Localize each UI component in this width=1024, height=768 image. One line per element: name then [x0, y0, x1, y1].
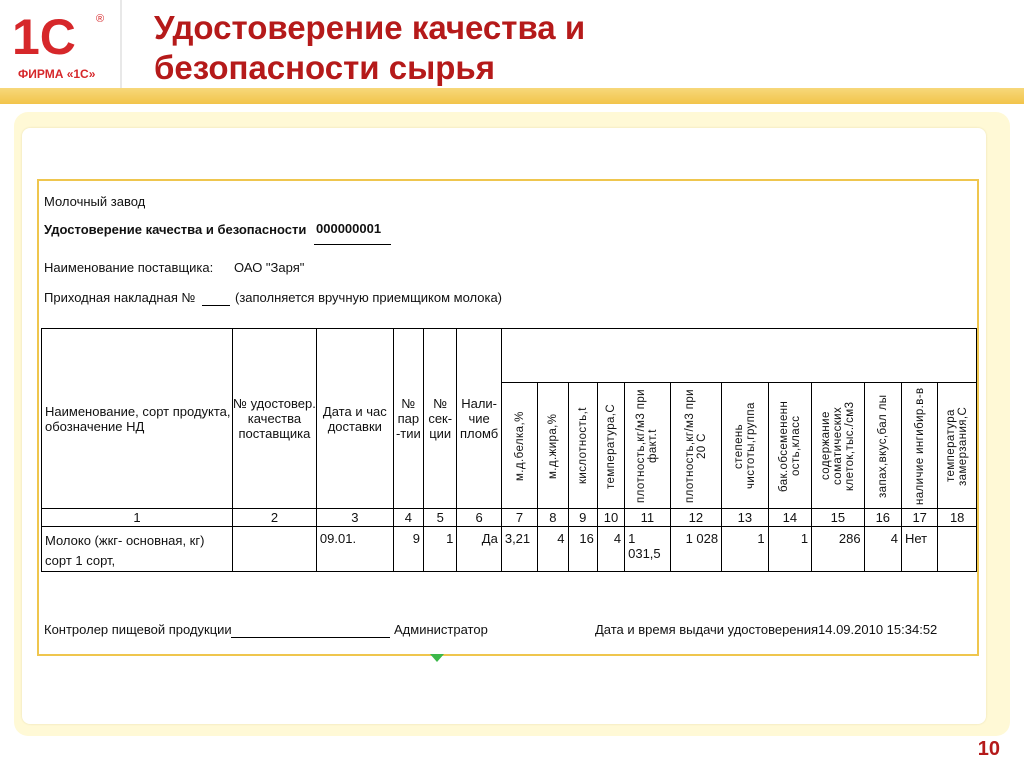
invoice-label: Приходная накладная №	[44, 290, 196, 305]
col-number: 8	[538, 509, 568, 527]
header-bacterial: бак.обсемененн ость,класс	[768, 383, 811, 509]
arrow-down-icon	[430, 654, 444, 662]
slide-header	[0, 0, 1024, 96]
inhibitors-cell: Нет	[902, 527, 938, 572]
slide-title-line1: Удостоверение качества и	[154, 9, 586, 46]
col-number: 1	[42, 509, 233, 527]
col-number: 10	[597, 509, 624, 527]
svg-text:1С: 1С	[12, 9, 76, 65]
protein-cell: 3,21	[501, 527, 537, 572]
col-number: 11	[625, 509, 670, 527]
header-delivery-date: Дата и час доставки	[316, 329, 393, 509]
header-inhibitors: наличие ингибир.в-в	[902, 383, 938, 509]
header-smell-taste: запах,вкус,бал лы	[864, 383, 901, 509]
seals-cell: Да	[457, 527, 501, 572]
col-number: 17	[902, 509, 938, 527]
purity-cell: 1	[722, 527, 768, 572]
header-seals: Нали- чие пломб	[457, 329, 501, 509]
quality-certificate-form	[37, 179, 979, 656]
freezing-cell	[938, 527, 977, 572]
header-protein: м.д.белка,%	[501, 383, 537, 509]
invoice-note: (заполняется вручную приемщиком молока)	[235, 290, 503, 305]
col-number: 16	[864, 509, 901, 527]
cert-label: Удостоверение качества и безопасности	[44, 222, 307, 237]
svg-text:®: ®	[96, 13, 105, 25]
controller-value: Администратор	[394, 622, 488, 637]
header-density-20c: плотность,кг/м3 при 20 С	[670, 383, 722, 509]
supplier-cert-cell	[233, 527, 317, 572]
acidity-cell: 16	[568, 527, 597, 572]
section-cell: 1	[424, 527, 457, 572]
col-number: 14	[768, 509, 811, 527]
header-divider	[120, 0, 122, 88]
col-number: 15	[812, 509, 865, 527]
temperature-cell: 4	[597, 527, 624, 572]
col-number: 2	[233, 509, 317, 527]
page-number: 10	[977, 738, 1000, 760]
col-number: 9	[568, 509, 597, 527]
header-band	[0, 88, 1024, 104]
slide-title-line2: безопасности сырья	[154, 49, 495, 86]
table-row	[42, 527, 977, 572]
header-fat: м.д.жира,%	[538, 383, 568, 509]
header-section: № сек- ции	[424, 329, 457, 509]
col-number: 6	[457, 509, 501, 527]
header-somatic: содержание соматических клеток,тыс./см3	[812, 383, 865, 509]
header-acidity: кислотность,t	[568, 383, 597, 509]
col-number: 13	[722, 509, 768, 527]
header-temperature: температура,С	[597, 383, 624, 509]
col-number: 18	[938, 509, 977, 527]
col-number: 7	[501, 509, 537, 527]
header-product-name: Наименование, сорт продукта, обозначение НД	[42, 329, 233, 509]
svg-text:ФИРМА «1С»: ФИРМА «1С»	[18, 67, 96, 81]
header-purity: степень чистоты,группа	[722, 383, 768, 509]
supplier-value: ОАО "Заря"	[234, 260, 305, 275]
1c-logo	[10, 8, 116, 84]
density-actual-cell: 1 031,5	[625, 527, 670, 572]
supplier-label: Наименование поставщика:	[44, 260, 214, 275]
slide-title	[154, 8, 794, 88]
issued-value: 14.09.2010 15:34:52	[818, 622, 938, 637]
somatic-cell: 286	[812, 527, 865, 572]
col-number: 5	[424, 509, 457, 527]
plant-name: Молочный завод	[44, 194, 146, 209]
batch-cell: 9	[393, 527, 423, 572]
controller-signature-line	[231, 637, 390, 638]
smell-taste-cell: 4	[864, 527, 901, 572]
controller-label: Контролер пищевой продукции	[44, 622, 232, 637]
header-supplier-cert: № удостовер. качества поставщика	[233, 329, 317, 509]
cert-number: 000000001	[316, 221, 382, 236]
header-indicators-group	[501, 329, 976, 383]
issued-label: Дата и время выдачи удостоверения	[595, 622, 819, 637]
header-batch: № пар -тии	[393, 329, 423, 509]
column-numbers-row	[42, 509, 977, 527]
cert-number-underline	[314, 244, 391, 245]
col-number: 4	[393, 509, 423, 527]
header-density-actual: плотность,кг/м3 при факт.t	[625, 383, 670, 509]
bacterial-cell: 1	[768, 527, 811, 572]
fat-cell: 4	[538, 527, 568, 572]
header-freezing: температура замерзания,С	[938, 383, 977, 509]
col-number: 3	[316, 509, 393, 527]
col-number: 12	[670, 509, 722, 527]
density-20c-cell: 1 028	[670, 527, 722, 572]
invoice-number-blank	[202, 305, 230, 306]
product-name-cell: Молоко (жкг- основная, кг) сорт 1 сорт,	[42, 527, 233, 572]
delivery-date-cell: 09.01.	[316, 527, 393, 572]
quality-table	[41, 328, 977, 572]
